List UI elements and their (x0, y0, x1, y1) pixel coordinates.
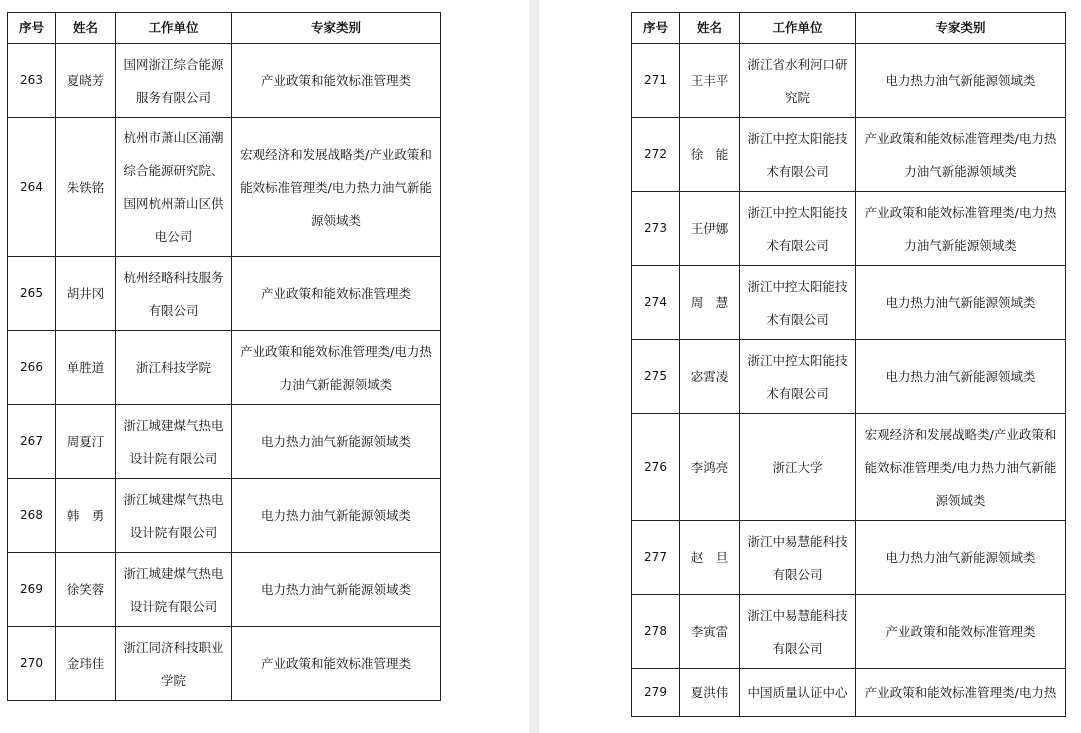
header-unit: 工作单位 (740, 13, 856, 44)
table-row (8, 553, 441, 627)
cell-seq: 268 (8, 479, 56, 553)
cell-seq: 273 (632, 192, 680, 266)
cell-name: 夏晓芳 (56, 44, 116, 118)
table-row (632, 340, 1066, 414)
cell-seq: 270 (8, 627, 56, 701)
cell-category: 宏观经济和发展战略类/产业政策和能效标准管理类/电力热力油气新能源领域类 (856, 414, 1066, 521)
cell-seq: 267 (8, 405, 56, 479)
table-row (632, 669, 1066, 717)
cell-category: 电力热力油气新能源领域类 (856, 521, 1066, 595)
cell-unit: 中国质量认证中心 (740, 669, 856, 717)
cell-unit: 浙江省水利河口研究院 (740, 44, 856, 118)
cell-category: 产业政策和能效标准管理类/电力热 (856, 669, 1066, 717)
table-row (632, 118, 1066, 192)
header-name: 姓名 (680, 13, 740, 44)
cell-unit: 浙江城建煤气热电设计院有限公司 (116, 553, 232, 627)
table-row (632, 595, 1066, 669)
cell-name: 金玮佳 (56, 627, 116, 701)
cell-category: 产业政策和能效标准管理类/电力热力油气新能源领域类 (856, 192, 1066, 266)
expert-table-right (631, 12, 1066, 717)
table-row (8, 118, 441, 257)
cell-category: 产业政策和能效标准管理类/电力热力油气新能源领域类 (856, 118, 1066, 192)
cell-unit: 浙江中易慧能科技有限公司 (740, 595, 856, 669)
cell-name: 胡井冈 (56, 257, 116, 331)
cell-unit: 浙江大学 (740, 414, 856, 521)
cell-category: 宏观经济和发展战略类/产业政策和能效标准管理类/电力热力油气新能源领域类 (232, 118, 441, 257)
cell-category: 电力热力油气新能源领域类 (232, 405, 441, 479)
cell-category: 电力热力油气新能源领域类 (856, 44, 1066, 118)
cell-seq: 277 (632, 521, 680, 595)
cell-unit: 浙江城建煤气热电设计院有限公司 (116, 405, 232, 479)
cell-seq: 265 (8, 257, 56, 331)
cell-seq: 269 (8, 553, 56, 627)
cell-seq: 271 (632, 44, 680, 118)
table-row (8, 44, 441, 118)
cell-unit: 浙江中控太阳能技术有限公司 (740, 118, 856, 192)
header-seq: 序号 (632, 13, 680, 44)
cell-name: 徐笑蓉 (56, 553, 116, 627)
cell-seq: 263 (8, 44, 56, 118)
cell-seq: 264 (8, 118, 56, 257)
header-category: 专家类别 (232, 13, 441, 44)
cell-unit: 浙江中易慧能科技有限公司 (740, 521, 856, 595)
table-row (8, 331, 441, 405)
cell-name: 王伊娜 (680, 192, 740, 266)
table-row (632, 521, 1066, 595)
cell-category: 电力热力油气新能源领域类 (856, 266, 1066, 340)
cell-seq: 266 (8, 331, 56, 405)
cell-name: 李鸿亮 (680, 414, 740, 521)
cell-name: 李寅雷 (680, 595, 740, 669)
header-category: 专家类别 (856, 13, 1066, 44)
cell-unit: 浙江同济科技职业学院 (116, 627, 232, 701)
cell-name: 韩 勇 (56, 479, 116, 553)
page-separator (529, 0, 539, 733)
header-unit: 工作单位 (116, 13, 232, 44)
cell-name: 周 慧 (680, 266, 740, 340)
expert-table-left (7, 12, 441, 701)
cell-seq: 272 (632, 118, 680, 192)
table-row (8, 627, 441, 701)
table-header-row (8, 13, 441, 44)
header-name: 姓名 (56, 13, 116, 44)
table-row (8, 479, 441, 553)
cell-category: 产业政策和能效标准管理类/电力热力油气新能源领域类 (232, 331, 441, 405)
cell-name: 徐 能 (680, 118, 740, 192)
cell-name: 单胜道 (56, 331, 116, 405)
cell-category: 电力热力油气新能源领域类 (856, 340, 1066, 414)
cell-unit: 浙江城建煤气热电设计院有限公司 (116, 479, 232, 553)
table-row (632, 192, 1066, 266)
cell-name: 夏洪伟 (680, 669, 740, 717)
cell-name: 王丰平 (680, 44, 740, 118)
cell-unit: 杭州市萧山区涌潮综合能源研究院、国网杭州萧山区供电公司 (116, 118, 232, 257)
cell-category: 电力热力油气新能源领域类 (232, 553, 441, 627)
cell-name: 宓霄凌 (680, 340, 740, 414)
cell-seq: 274 (632, 266, 680, 340)
table-row (632, 414, 1066, 521)
cell-unit: 浙江中控太阳能技术有限公司 (740, 192, 856, 266)
cell-unit: 浙江中控太阳能技术有限公司 (740, 266, 856, 340)
cell-unit: 浙江中控太阳能技术有限公司 (740, 340, 856, 414)
cell-seq: 279 (632, 669, 680, 717)
cell-unit: 浙江科技学院 (116, 331, 232, 405)
cell-category: 电力热力油气新能源领域类 (232, 479, 441, 553)
table-row (632, 266, 1066, 340)
cell-category: 产业政策和能效标准管理类 (232, 257, 441, 331)
cell-seq: 278 (632, 595, 680, 669)
table-row (8, 405, 441, 479)
cell-seq: 275 (632, 340, 680, 414)
cell-name: 朱铁铭 (56, 118, 116, 257)
table-row (632, 44, 1066, 118)
cell-name: 周夏汀 (56, 405, 116, 479)
cell-category: 产业政策和能效标准管理类 (232, 627, 441, 701)
header-seq: 序号 (8, 13, 56, 44)
cell-seq: 276 (632, 414, 680, 521)
cell-category: 产业政策和能效标准管理类 (232, 44, 441, 118)
table-row (8, 257, 441, 331)
cell-unit: 杭州经略科技服务有限公司 (116, 257, 232, 331)
cell-unit: 国网浙江综合能源服务有限公司 (116, 44, 232, 118)
table-header-row (632, 13, 1066, 44)
cell-name: 赵 旦 (680, 521, 740, 595)
cell-category: 产业政策和能效标准管理类 (856, 595, 1066, 669)
